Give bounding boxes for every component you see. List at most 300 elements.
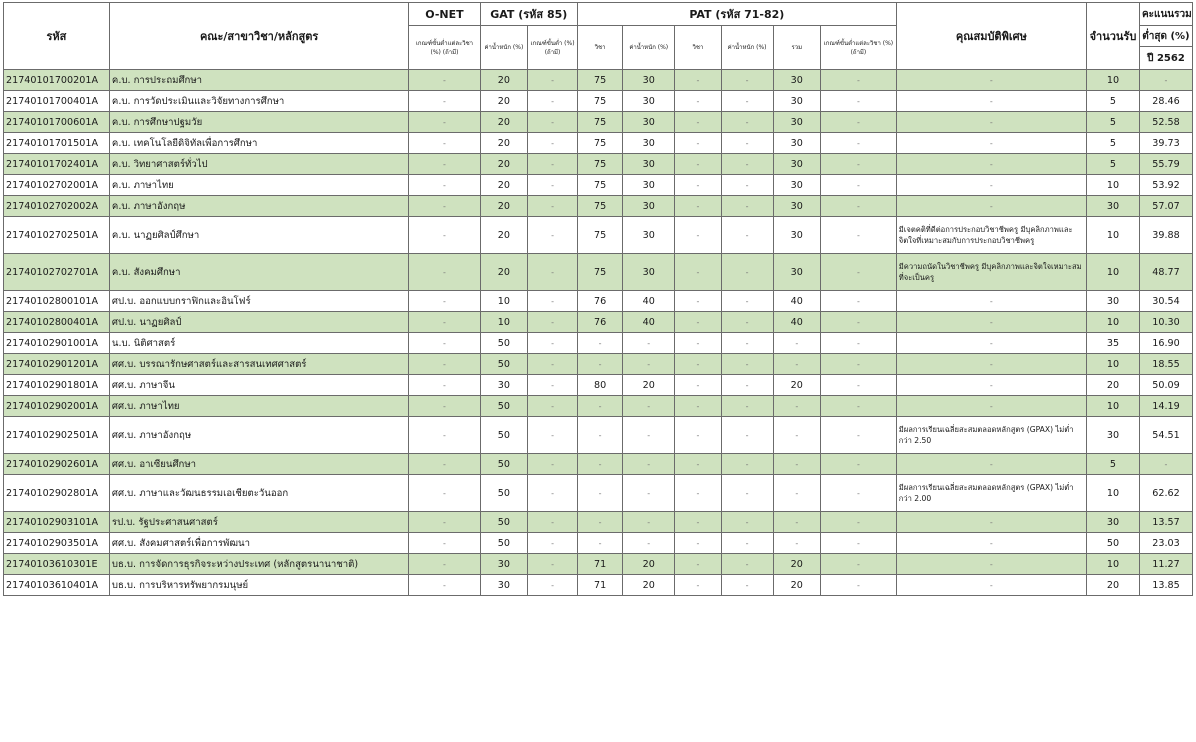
table-row [4, 154, 1193, 175]
pat-total: 40 [773, 291, 821, 312]
pat-weight2: - [721, 112, 773, 133]
special-qualification: - [896, 70, 1086, 91]
table-row [4, 133, 1193, 154]
gat-weight: 20 [480, 217, 528, 254]
gat-min: - [528, 70, 578, 91]
min-score: 14.19 [1139, 396, 1192, 417]
pat-weight1: - [623, 512, 675, 533]
table-row [4, 475, 1193, 512]
pat-weight2: - [721, 333, 773, 354]
header-gat-min: เกณฑ์ขั้นต่ำ (%) (ถ้ามี) [528, 26, 578, 70]
gat-min: - [528, 312, 578, 333]
pat-subject1: - [577, 533, 622, 554]
seats: 50 [1086, 533, 1139, 554]
program-name: บธ.บ. การบริหารทรัพยากรมนุษย์ [109, 575, 408, 596]
seats: 20 [1086, 375, 1139, 396]
pat-subject1: 80 [577, 375, 622, 396]
gat-weight: 20 [480, 175, 528, 196]
program-code: 21740101702401A [4, 154, 110, 175]
gat-weight: 20 [480, 154, 528, 175]
onet-min: - [409, 475, 480, 512]
pat-min: - [821, 291, 897, 312]
pat-subject2: - [675, 454, 721, 475]
gat-weight: 50 [480, 512, 528, 533]
pat-subject2: - [675, 217, 721, 254]
pat-subject1: 75 [577, 217, 622, 254]
pat-subject1: 75 [577, 175, 622, 196]
pat-weight1: 30 [623, 175, 675, 196]
program-name: ศศ.บ. ภาษาอังกฤษ [109, 417, 408, 454]
pat-total: - [773, 475, 821, 512]
program-code: 21740102902801A [4, 475, 110, 512]
table-row [4, 454, 1193, 475]
pat-total: - [773, 512, 821, 533]
special-qualification: - [896, 575, 1086, 596]
pat-subject1: 75 [577, 254, 622, 291]
special-qualification: - [896, 312, 1086, 333]
pat-subject2: - [675, 396, 721, 417]
special-qualification: มีความถนัดในวิชาชีพครู มีบุคลิกภาพและจิตใจเหมาะสมที่จะเป็นครู [896, 254, 1086, 291]
program-code: 21740101700601A [4, 112, 110, 133]
special-qualification: - [896, 196, 1086, 217]
min-score: 30.54 [1139, 291, 1192, 312]
pat-total: - [773, 533, 821, 554]
header-pat: PAT (รหัส 71-82) [577, 3, 896, 26]
pat-weight2: - [721, 475, 773, 512]
table-row [4, 254, 1193, 291]
seats: 10 [1086, 175, 1139, 196]
program-code: 21740102901201A [4, 354, 110, 375]
gat-min: - [528, 196, 578, 217]
gat-weight: 20 [480, 112, 528, 133]
pat-weight1: 40 [623, 312, 675, 333]
pat-min: - [821, 417, 897, 454]
special-qualification: - [896, 112, 1086, 133]
program-name: ค.บ. การศึกษาปฐมวัย [109, 112, 408, 133]
special-qualification: มีเจตคติที่ดีต่อการประกอบวิชาชีพครู มีบุคลิกภาพและจิตใจที่เหมาะสมกับการประกอบวิชาชีพครู [896, 217, 1086, 254]
pat-min: - [821, 217, 897, 254]
min-score: 62.62 [1139, 475, 1192, 512]
pat-weight1: 30 [623, 112, 675, 133]
pat-weight2: - [721, 533, 773, 554]
program-code: 21740102800101A [4, 291, 110, 312]
pat-weight2: - [721, 375, 773, 396]
seats: 5 [1086, 154, 1139, 175]
pat-total: 20 [773, 375, 821, 396]
seats: 35 [1086, 333, 1139, 354]
pat-weight2: - [721, 512, 773, 533]
seats: 10 [1086, 217, 1139, 254]
special-qualification: - [896, 175, 1086, 196]
pat-weight2: - [721, 554, 773, 575]
pat-subject2: - [675, 254, 721, 291]
pat-min: - [821, 396, 897, 417]
pat-subject1: 75 [577, 91, 622, 112]
pat-weight1: - [623, 417, 675, 454]
pat-subject2: - [675, 554, 721, 575]
seats: 10 [1086, 254, 1139, 291]
header-onet: O-NET [409, 3, 480, 26]
program-code: 21740102903501A [4, 533, 110, 554]
gat-min: - [528, 175, 578, 196]
program-name: ค.บ. เทคโนโลยีดิจิทัลเพื่อการศึกษา [109, 133, 408, 154]
pat-subject1: - [577, 475, 622, 512]
program-name: ศศ.บ. ภาษาจีน [109, 375, 408, 396]
pat-min: - [821, 312, 897, 333]
onet-min: - [409, 354, 480, 375]
table-row [4, 333, 1193, 354]
pat-weight1: 30 [623, 217, 675, 254]
min-score: - [1139, 454, 1192, 475]
program-name: น.บ. นิติศาสตร์ [109, 333, 408, 354]
pat-total: 30 [773, 175, 821, 196]
table-row [4, 291, 1193, 312]
pat-min: - [821, 196, 897, 217]
pat-subject1: - [577, 354, 622, 375]
gat-min: - [528, 396, 578, 417]
program-code: 21740101700201A [4, 70, 110, 91]
program-code: 21740102902501A [4, 417, 110, 454]
pat-weight2: - [721, 454, 773, 475]
program-name: ค.บ. สังคมศึกษา [109, 254, 408, 291]
program-code: 21740103610401A [4, 575, 110, 596]
seats: 20 [1086, 575, 1139, 596]
min-score: 53.92 [1139, 175, 1192, 196]
seats: 5 [1086, 133, 1139, 154]
onet-min: - [409, 254, 480, 291]
pat-weight1: 40 [623, 291, 675, 312]
pat-total: - [773, 354, 821, 375]
table-row [4, 354, 1193, 375]
gat-min: - [528, 533, 578, 554]
gat-weight: 10 [480, 312, 528, 333]
pat-min: - [821, 554, 897, 575]
onet-min: - [409, 575, 480, 596]
min-score: 16.90 [1139, 333, 1192, 354]
pat-total: 20 [773, 575, 821, 596]
pat-total: 30 [773, 112, 821, 133]
pat-total: 30 [773, 217, 821, 254]
pat-total: 40 [773, 312, 821, 333]
pat-min: - [821, 70, 897, 91]
table-row [4, 554, 1193, 575]
program-code: 21740102901001A [4, 333, 110, 354]
pat-total: 30 [773, 133, 821, 154]
min-score: 18.55 [1139, 354, 1192, 375]
min-score: 54.51 [1139, 417, 1192, 454]
pat-min: - [821, 133, 897, 154]
onet-min: - [409, 512, 480, 533]
pat-weight2: - [721, 196, 773, 217]
gat-weight: 50 [480, 333, 528, 354]
pat-min: - [821, 354, 897, 375]
seats: 10 [1086, 70, 1139, 91]
pat-subject2: - [675, 333, 721, 354]
pat-weight1: - [623, 333, 675, 354]
special-qualification: - [896, 133, 1086, 154]
pat-subject2: - [675, 291, 721, 312]
special-qualification: - [896, 512, 1086, 533]
table-row [4, 312, 1193, 333]
pat-subject1: - [577, 512, 622, 533]
header-special: คุณสมบัติพิเศษ [896, 3, 1086, 70]
min-score: - [1139, 70, 1192, 91]
program-name: ค.บ. การวัดประเมินและวิจัยทางการศึกษา [109, 91, 408, 112]
onet-min: - [409, 70, 480, 91]
gat-min: - [528, 375, 578, 396]
onet-min: - [409, 196, 480, 217]
onet-min: - [409, 454, 480, 475]
min-score: 52.58 [1139, 112, 1192, 133]
pat-weight1: 30 [623, 133, 675, 154]
gat-min: - [528, 454, 578, 475]
gat-weight: 50 [480, 475, 528, 512]
special-qualification: - [896, 454, 1086, 475]
gat-min: - [528, 512, 578, 533]
gat-min: - [528, 575, 578, 596]
onet-min: - [409, 396, 480, 417]
pat-subject1: 75 [577, 112, 622, 133]
pat-total: 20 [773, 554, 821, 575]
program-name: ค.บ. นาฏยศิลป์ศึกษา [109, 217, 408, 254]
pat-weight1: 30 [623, 91, 675, 112]
header-seats: จำนวนรับ [1086, 3, 1139, 70]
gat-weight: 50 [480, 417, 528, 454]
header-pat-min: เกณฑ์ขั้นต่ำแต่ละวิชา (%) (ถ้ามี) [821, 26, 897, 70]
pat-min: - [821, 254, 897, 291]
table-row [4, 91, 1193, 112]
gat-min: - [528, 91, 578, 112]
pat-total: - [773, 417, 821, 454]
pat-subject1: 75 [577, 196, 622, 217]
table-row [4, 196, 1193, 217]
pat-subject2: - [675, 512, 721, 533]
program-name: ค.บ. วิทยาศาสตร์ทั่วไป [109, 154, 408, 175]
gat-min: - [528, 354, 578, 375]
pat-subject2: - [675, 112, 721, 133]
onet-min: - [409, 554, 480, 575]
program-code: 21740101701501A [4, 133, 110, 154]
pat-subject2: - [675, 533, 721, 554]
gat-min: - [528, 291, 578, 312]
program-code: 21740102702002A [4, 196, 110, 217]
table-row [4, 375, 1193, 396]
program-name: ค.บ. ภาษาไทย [109, 175, 408, 196]
program-name: ศศ.บ. ภาษาไทย [109, 396, 408, 417]
table-row [4, 112, 1193, 133]
seats: 5 [1086, 112, 1139, 133]
header-pat-total: รวม [773, 26, 821, 70]
pat-weight2: - [721, 396, 773, 417]
header-faculty: คณะ/สาขาวิชา/หลักสูตร [109, 3, 408, 70]
pat-subject2: - [675, 196, 721, 217]
min-score: 55.79 [1139, 154, 1192, 175]
min-score: 13.57 [1139, 512, 1192, 533]
program-name: ศศ.บ. บรรณารักษศาสตร์และสารสนเทศศาสตร์ [109, 354, 408, 375]
pat-weight1: 30 [623, 254, 675, 291]
gat-weight: 50 [480, 354, 528, 375]
pat-weight2: - [721, 70, 773, 91]
gat-weight: 30 [480, 575, 528, 596]
table-row [4, 575, 1193, 596]
table-body [4, 70, 1193, 596]
pat-weight2: - [721, 217, 773, 254]
program-code: 21740102800401A [4, 312, 110, 333]
pat-subject1: 71 [577, 575, 622, 596]
special-qualification: - [896, 333, 1086, 354]
gat-weight: 50 [480, 396, 528, 417]
program-code: 21740102902601A [4, 454, 110, 475]
onet-min: - [409, 112, 480, 133]
pat-weight2: - [721, 575, 773, 596]
pat-total: - [773, 454, 821, 475]
pat-weight1: 20 [623, 575, 675, 596]
special-qualification: - [896, 291, 1086, 312]
pat-weight1: 30 [623, 196, 675, 217]
gat-weight: 30 [480, 554, 528, 575]
onet-min: - [409, 312, 480, 333]
pat-subject2: - [675, 91, 721, 112]
header-pat-weight2: ค่าน้ำหนัก (%) [721, 26, 773, 70]
pat-min: - [821, 533, 897, 554]
admission-table [3, 2, 1193, 596]
program-code: 21740102903101A [4, 512, 110, 533]
onet-min: - [409, 133, 480, 154]
min-score: 10.30 [1139, 312, 1192, 333]
pat-subject2: - [675, 375, 721, 396]
pat-subject1: - [577, 454, 622, 475]
header-onet-min: เกณฑ์ขั้นต่ำแต่ละวิชา (%) (ถ้ามี) [409, 26, 480, 70]
onet-min: - [409, 417, 480, 454]
gat-min: - [528, 112, 578, 133]
gat-min: - [528, 254, 578, 291]
seats: 30 [1086, 196, 1139, 217]
pat-weight2: - [721, 312, 773, 333]
program-name: ศป.บ. นาฏยศิลป์ [109, 312, 408, 333]
pat-subject2: - [675, 354, 721, 375]
table-row [4, 512, 1193, 533]
pat-subject1: - [577, 396, 622, 417]
table-row [4, 533, 1193, 554]
gat-weight: 10 [480, 291, 528, 312]
pat-subject2: - [675, 154, 721, 175]
onet-min: - [409, 154, 480, 175]
gat-min: - [528, 333, 578, 354]
header-pat-subject2: วิชา [675, 26, 721, 70]
special-qualification: - [896, 154, 1086, 175]
pat-subject1: - [577, 333, 622, 354]
pat-weight1: 30 [623, 70, 675, 91]
special-qualification: มีผลการเรียนเฉลี่ยสะสมตลอดหลักสูตร (GPAX) ไม่ต่ำกว่า 2.00 [896, 475, 1086, 512]
onet-min: - [409, 91, 480, 112]
gat-weight: 50 [480, 454, 528, 475]
pat-subject1: 75 [577, 133, 622, 154]
table-row [4, 417, 1193, 454]
pat-subject2: - [675, 417, 721, 454]
min-score: 57.07 [1139, 196, 1192, 217]
min-score: 13.85 [1139, 575, 1192, 596]
header-pat-subject1: วิชา [577, 26, 622, 70]
pat-weight1: - [623, 533, 675, 554]
pat-weight2: - [721, 291, 773, 312]
pat-weight1: 20 [623, 554, 675, 575]
header-year: ปี 2562 [1139, 47, 1192, 70]
header-code: รหัส [4, 3, 110, 70]
pat-weight2: - [721, 354, 773, 375]
gat-weight: 30 [480, 375, 528, 396]
program-name: ค.บ. การประถมศึกษา [109, 70, 408, 91]
min-score: 48.77 [1139, 254, 1192, 291]
pat-subject2: - [675, 575, 721, 596]
special-qualification: - [896, 396, 1086, 417]
gat-weight: 20 [480, 133, 528, 154]
gat-weight: 20 [480, 91, 528, 112]
pat-subject2: - [675, 312, 721, 333]
pat-subject1: 76 [577, 291, 622, 312]
seats: 5 [1086, 454, 1139, 475]
program-name: ค.บ. ภาษาอังกฤษ [109, 196, 408, 217]
pat-weight2: - [721, 417, 773, 454]
pat-total: 30 [773, 91, 821, 112]
header-gat-weight: ค่าน้ำหนัก (%) [480, 26, 528, 70]
header-minscore: คะแนนรวม [1139, 3, 1192, 26]
pat-subject1: 71 [577, 554, 622, 575]
gat-min: - [528, 217, 578, 254]
seats: 30 [1086, 512, 1139, 533]
gat-weight: 20 [480, 70, 528, 91]
gat-min: - [528, 154, 578, 175]
pat-total: - [773, 333, 821, 354]
header-gat: GAT (รหัส 85) [480, 3, 577, 26]
program-name: รป.บ. รัฐประศาสนศาสตร์ [109, 512, 408, 533]
table-row [4, 217, 1193, 254]
special-qualification: - [896, 91, 1086, 112]
pat-subject2: - [675, 475, 721, 512]
pat-min: - [821, 112, 897, 133]
pat-min: - [821, 154, 897, 175]
program-code: 21740102702701A [4, 254, 110, 291]
gat-min: - [528, 554, 578, 575]
pat-subject1: 75 [577, 70, 622, 91]
pat-weight1: - [623, 354, 675, 375]
program-name: ศป.บ. ออกแบบกราฟิกและอินโฟร์ [109, 291, 408, 312]
special-qualification: มีผลการเรียนเฉลี่ยสะสมตลอดหลักสูตร (GPAX) ไม่ต่ำกว่า 2.50 [896, 417, 1086, 454]
header-minscore-pct: ต่ำสุด (%) [1139, 26, 1192, 47]
seats: 10 [1086, 354, 1139, 375]
table-row [4, 70, 1193, 91]
min-score: 50.09 [1139, 375, 1192, 396]
onet-min: - [409, 291, 480, 312]
program-code: 21740102901801A [4, 375, 110, 396]
special-qualification: - [896, 533, 1086, 554]
gat-weight: 50 [480, 533, 528, 554]
gat-weight: 20 [480, 254, 528, 291]
pat-total: - [773, 396, 821, 417]
pat-total: 30 [773, 196, 821, 217]
min-score: 39.73 [1139, 133, 1192, 154]
pat-weight2: - [721, 133, 773, 154]
pat-min: - [821, 575, 897, 596]
pat-subject1: - [577, 417, 622, 454]
onet-min: - [409, 333, 480, 354]
program-name: บธ.บ. การจัดการธุรกิจระหว่างประเทศ (หลักสูตรนานาชาติ) [109, 554, 408, 575]
program-code: 21740102902001A [4, 396, 110, 417]
pat-weight1: 20 [623, 375, 675, 396]
program-code: 21740101700401A [4, 91, 110, 112]
seats: 5 [1086, 91, 1139, 112]
gat-weight: 20 [480, 196, 528, 217]
min-score: 11.27 [1139, 554, 1192, 575]
